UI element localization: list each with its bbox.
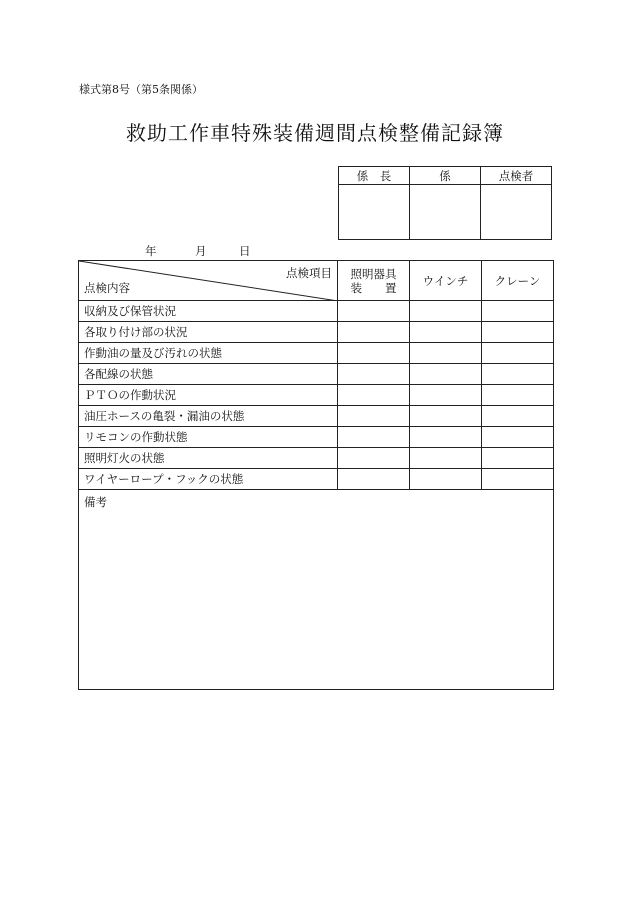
check-cell[interactable]: [482, 427, 554, 448]
check-cell[interactable]: [410, 343, 482, 364]
approval-box-inspector[interactable]: [481, 185, 552, 240]
approval-header-inspector: 点検者: [481, 167, 552, 185]
check-cell[interactable]: [338, 427, 410, 448]
row-label: 作動油の量及び汚れの状態: [79, 343, 338, 364]
table-row: [79, 322, 554, 343]
row-label: 照明灯火の状態: [79, 448, 338, 469]
check-cell[interactable]: [482, 301, 554, 322]
check-cell[interactable]: [410, 322, 482, 343]
check-cell[interactable]: [338, 385, 410, 406]
check-cell[interactable]: [410, 448, 482, 469]
table-row: [79, 343, 554, 364]
row-label: 各取り付け部の状況: [79, 322, 338, 343]
column-header-lighting: [338, 261, 410, 301]
check-cell[interactable]: [482, 406, 554, 427]
table-row: [79, 427, 554, 448]
check-cell[interactable]: [410, 364, 482, 385]
page-title: 救助工作車特殊装備週間点検整備記録簿: [126, 121, 504, 145]
table-header-row: [79, 261, 554, 301]
check-cell[interactable]: [338, 322, 410, 343]
column-header-lighting-line2: 装 置: [350, 280, 397, 295]
row-label: 各配線の状態: [79, 364, 338, 385]
remarks-row: [79, 490, 554, 690]
check-cell[interactable]: [338, 469, 410, 490]
table-row: [79, 385, 554, 406]
header-inspection-content: 点検内容: [84, 281, 130, 295]
column-header-crane: クレーン: [482, 261, 554, 301]
check-cell[interactable]: [482, 364, 554, 385]
approval-header-chief: 係 長: [339, 167, 410, 185]
check-cell[interactable]: [410, 469, 482, 490]
row-label: ワイヤーロープ・フックの状態: [79, 469, 338, 490]
check-cell[interactable]: [482, 469, 554, 490]
row-label: ＰＴＯの作動状況: [79, 385, 338, 406]
approval-stamp-table: [338, 166, 552, 240]
column-header-lighting-line1: 照明器具: [350, 266, 397, 281]
check-cell[interactable]: [410, 301, 482, 322]
table-row: [79, 301, 554, 322]
check-cell[interactable]: [410, 385, 482, 406]
table-row: [79, 448, 554, 469]
check-cell[interactable]: [338, 364, 410, 385]
check-cell[interactable]: [410, 427, 482, 448]
check-cell[interactable]: [410, 406, 482, 427]
approval-box-staff[interactable]: [410, 185, 481, 240]
date-line[interactable]: [79, 242, 552, 260]
check-cell[interactable]: [338, 448, 410, 469]
check-cell[interactable]: [482, 343, 554, 364]
table-row: [79, 364, 554, 385]
row-label: リモコンの作動状態: [79, 427, 338, 448]
date-day-label: 日: [239, 244, 251, 258]
row-label: 収納及び保管状況: [79, 301, 338, 322]
check-cell[interactable]: [338, 406, 410, 427]
date-year-label: 年: [145, 244, 157, 258]
table-row: [79, 469, 554, 490]
check-cell[interactable]: [338, 301, 410, 322]
table-row: [79, 406, 554, 427]
form-number: 様式第8号（第5条関係）: [79, 83, 203, 96]
inspection-table: [78, 260, 554, 690]
header-corner-cell: [79, 261, 338, 301]
approval-header-staff: 係: [410, 167, 481, 185]
remarks-field[interactable]: [79, 490, 554, 690]
header-inspection-item: 点検項目: [286, 266, 332, 280]
approval-box-chief[interactable]: [339, 185, 410, 240]
remarks-label: 備考: [84, 495, 107, 509]
check-cell[interactable]: [482, 322, 554, 343]
check-cell[interactable]: [482, 448, 554, 469]
check-cell[interactable]: [338, 343, 410, 364]
row-label: 油圧ホースの亀裂・漏油の状態: [79, 406, 338, 427]
column-header-winch: ウインチ: [410, 261, 482, 301]
check-cell[interactable]: [482, 385, 554, 406]
date-month-label: 月: [195, 244, 207, 258]
